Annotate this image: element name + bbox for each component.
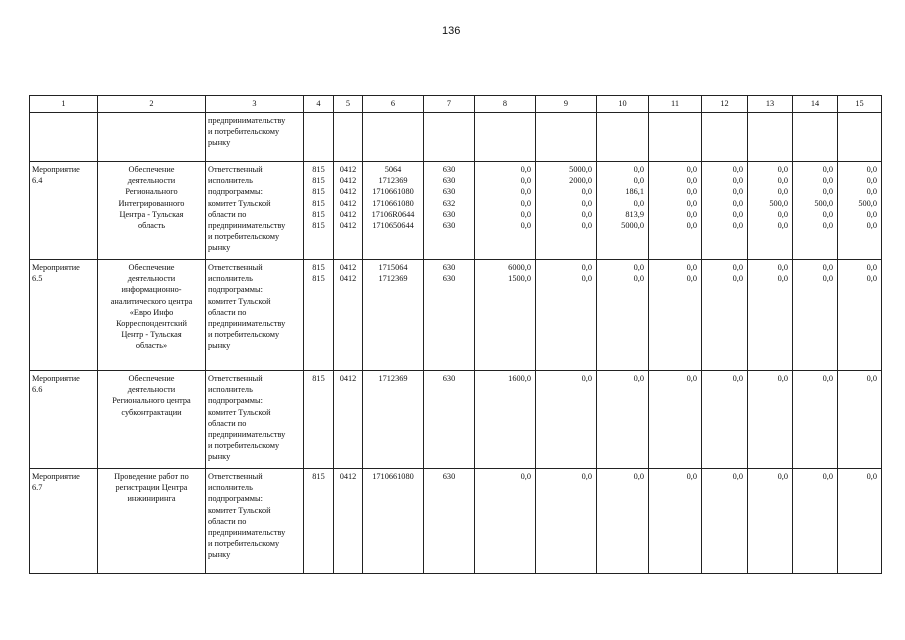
cell-line: 2000,0 — [569, 176, 592, 186]
cell-line: 0,0 — [686, 221, 697, 231]
cell-line: 0,0 — [520, 187, 531, 197]
header-cell: 9 — [536, 96, 597, 113]
header-cell: 7 — [424, 96, 475, 113]
cell-line: 815 — [312, 221, 325, 231]
cell-line: 815 — [312, 274, 325, 284]
header-cell: 1 — [30, 96, 98, 113]
table-cell-c12 — [702, 371, 748, 469]
header-cell: 2 — [98, 96, 206, 113]
header-cell: 6 — [363, 96, 424, 113]
table-cell-c8 — [475, 260, 536, 371]
cell-line: 1500,0 — [508, 274, 531, 284]
cell-line: Регионального — [125, 187, 178, 197]
cell-line: 1712369 — [378, 274, 408, 284]
cell-line: 6.6 — [32, 385, 43, 395]
cell-line: 0,0 — [633, 176, 644, 186]
cell-line: 0,0 — [866, 176, 877, 186]
cell-line: 815 — [312, 165, 325, 174]
cell-line: 500,0 — [858, 198, 877, 208]
cell-line: 0,0 — [520, 472, 531, 481]
cell-line: 0,0 — [822, 187, 833, 197]
table-cell-c10 — [597, 371, 649, 469]
cell-line: Корреспондентский — [116, 319, 187, 329]
cell-line: Проведение работ по — [114, 472, 189, 481]
table-cell-c2 — [98, 113, 206, 162]
table-cell-c3 — [206, 113, 304, 162]
cell-line: 815 — [312, 263, 325, 272]
table-cell-c6 — [363, 113, 424, 162]
cell-line: 0,0 — [732, 221, 743, 231]
cell-line: 0,0 — [520, 221, 531, 231]
cell-line: 0412 — [339, 274, 357, 284]
cell-line: рынку — [208, 243, 231, 253]
cell-line: 0,0 — [686, 274, 697, 284]
cell-line: субконтрактации — [121, 407, 182, 417]
cell-line: 815 — [312, 374, 325, 383]
cell-line: 0,0 — [581, 209, 592, 219]
table-cell-c15 — [838, 260, 882, 371]
cell-line: и потребительскому — [208, 127, 280, 137]
table-cell-c6 — [363, 371, 424, 469]
table-cell-c11 — [649, 260, 702, 371]
cell-line: 813,9 — [625, 209, 644, 219]
cell-line: деятельности — [127, 385, 176, 395]
cell-line: 0,0 — [633, 165, 644, 174]
table-cell-c14 — [793, 371, 838, 469]
cell-line: 17106R0644 — [371, 209, 415, 219]
header-cell: 11 — [649, 96, 702, 113]
table-cell-c13 — [748, 371, 793, 469]
cell-line: Мероприятие — [32, 472, 80, 481]
table-cell-c1 — [30, 113, 98, 162]
cell-line: исполнитель — [208, 483, 253, 493]
cell-line: 630 — [442, 176, 456, 186]
table-row — [30, 260, 882, 371]
table-cell-c15 — [838, 162, 882, 260]
cell-line: 0,0 — [866, 221, 877, 231]
cell-line: 0,0 — [822, 263, 833, 272]
cell-line: подпрограммы: — [208, 285, 263, 295]
cell-line: 6.4 — [32, 176, 43, 186]
table-cell-c15 — [838, 469, 882, 574]
table-cell-c1 — [30, 371, 98, 469]
table-cell-c13 — [748, 260, 793, 371]
cell-line: 186,1 — [625, 187, 644, 197]
table-cell-c8 — [475, 162, 536, 260]
header-cell: 3 — [206, 96, 304, 113]
table-cell-c3 — [206, 260, 304, 371]
cell-line: Ответственный — [208, 374, 263, 383]
cell-line: 0,0 — [732, 374, 743, 383]
cell-line: 815 — [312, 472, 325, 481]
table-cell-c5 — [334, 113, 363, 162]
cell-line: 0,0 — [633, 374, 644, 383]
table-cell-c13 — [748, 162, 793, 260]
table-cell-c8 — [475, 371, 536, 469]
cell-line: 0,0 — [581, 472, 592, 481]
cell-line: комитет Тульской — [208, 505, 271, 515]
cell-line: Центр - Тульская — [121, 330, 182, 340]
table-cell-c5 — [334, 371, 363, 469]
cell-line: 1715064 — [378, 263, 408, 272]
table-cell-c5 — [334, 260, 363, 371]
table-cell-c15 — [838, 371, 882, 469]
cell-line: 0,0 — [866, 263, 877, 272]
cell-line: 1710661080 — [372, 472, 414, 481]
table-cell-c12 — [702, 162, 748, 260]
budget-table — [29, 95, 882, 574]
header-cell: 4 — [304, 96, 334, 113]
cell-line: 0,0 — [777, 221, 788, 231]
header-cell: 14 — [793, 96, 838, 113]
table-row — [30, 469, 882, 574]
cell-line: 630 — [442, 221, 456, 231]
cell-line: подпрограммы: — [208, 396, 263, 406]
cell-line: 500,0 — [814, 198, 833, 208]
cell-line: 5064 — [384, 165, 402, 174]
cell-line: и потребительскому — [208, 441, 280, 451]
table-cell-c1 — [30, 260, 98, 371]
cell-line: 630 — [442, 187, 456, 197]
cell-line: Ответственный — [208, 263, 263, 272]
table-cell-c7 — [424, 260, 475, 371]
cell-line: 0,0 — [822, 374, 833, 383]
cell-line: 1710661080 — [372, 198, 414, 208]
header-cell: 10 — [597, 96, 649, 113]
cell-line: 0412 — [339, 176, 357, 186]
cell-line: комитет Тульской — [208, 296, 271, 306]
cell-line: 0,0 — [520, 209, 531, 219]
table-cell-c14 — [793, 113, 838, 162]
cell-line: 0,0 — [777, 263, 788, 272]
cell-line: Центра - Тульская — [119, 209, 184, 219]
cell-line: предпринимательству — [208, 430, 286, 440]
cell-line: 0,0 — [686, 198, 697, 208]
table-cell-c9 — [536, 113, 597, 162]
cell-line: 6.5 — [32, 274, 43, 284]
cell-line: 0,0 — [732, 263, 743, 272]
cell-line: предпринимательству — [208, 221, 286, 231]
table-cell-c8 — [475, 113, 536, 162]
cell-line: 5000,0 — [569, 165, 592, 174]
header-row — [30, 96, 882, 113]
table-cell-c4 — [304, 469, 334, 574]
cell-line: подпрограммы: — [208, 187, 263, 197]
table-cell-c8 — [475, 469, 536, 574]
cell-line: 0,0 — [732, 198, 743, 208]
cell-line: 0412 — [339, 374, 357, 383]
cell-line: предпринимательству — [208, 116, 286, 125]
cell-line: Мероприятие — [32, 165, 80, 174]
cell-line: и потребительскому — [208, 330, 280, 340]
cell-line: область — [137, 221, 166, 231]
cell-line: Ответственный — [208, 472, 263, 481]
cell-line: 1712369 — [378, 176, 408, 186]
table-row — [30, 371, 882, 469]
table-cell-c7 — [424, 371, 475, 469]
cell-line: 630 — [442, 472, 456, 481]
table-cell-c7 — [424, 162, 475, 260]
cell-line: 815 — [312, 198, 325, 208]
table-cell-c1 — [30, 162, 98, 260]
table-cell-c14 — [793, 469, 838, 574]
table-cell-c6 — [363, 469, 424, 574]
cell-line: 6000,0 — [508, 263, 531, 272]
table-cell-c15 — [838, 113, 882, 162]
cell-line: информационно- — [121, 285, 182, 295]
cell-line: 0,0 — [732, 187, 743, 197]
table-cell-c2 — [98, 260, 206, 371]
cell-line: 1600,0 — [508, 374, 531, 383]
cell-line: «Евро Инфо — [129, 307, 174, 317]
table-cell-c13 — [748, 113, 793, 162]
table-cell-c9 — [536, 371, 597, 469]
table-row — [30, 162, 882, 260]
cell-line: рынку — [208, 452, 231, 462]
cell-line: рынку — [208, 341, 231, 351]
cell-line: 630 — [442, 263, 456, 272]
cell-line: Регионального центра — [112, 396, 191, 406]
cell-line: Обеспечение — [128, 263, 175, 272]
table-cell-c1 — [30, 469, 98, 574]
cell-line: 5000,0 — [621, 221, 644, 231]
table-cell-c11 — [649, 469, 702, 574]
table-cell-c7 — [424, 113, 475, 162]
cell-line: 0,0 — [732, 274, 743, 284]
header-cell: 8 — [475, 96, 536, 113]
cell-line: 0,0 — [686, 176, 697, 186]
cell-line: подпрограммы: — [208, 494, 263, 504]
cell-line: 0,0 — [520, 198, 531, 208]
cell-line: регистрации Центра — [115, 483, 188, 493]
cell-line: 0,0 — [866, 374, 877, 383]
cell-line: 0,0 — [866, 187, 877, 197]
cell-line: 6.7 — [32, 483, 43, 493]
table-cell-c3 — [206, 371, 304, 469]
cell-line: 0,0 — [777, 209, 788, 219]
cell-line: 0,0 — [777, 176, 788, 186]
cell-line: 630 — [442, 274, 456, 284]
cell-line: 0,0 — [581, 221, 592, 231]
cell-line: 0,0 — [822, 209, 833, 219]
cell-line: 1712369 — [378, 374, 408, 383]
cell-line: 0412 — [339, 187, 357, 197]
cell-line: рынку — [208, 550, 231, 560]
cell-line: инжиниринга — [127, 494, 176, 504]
cell-line: 0,0 — [686, 209, 697, 219]
cell-line: исполнитель — [208, 274, 253, 284]
cell-line: предпринимательству — [208, 528, 286, 538]
cell-line: комитет Тульской — [208, 407, 271, 417]
cell-line: Мероприятие — [32, 374, 80, 383]
cell-line: аналитического центра — [110, 296, 193, 306]
table-cell-c4 — [304, 113, 334, 162]
table-cell-c11 — [649, 371, 702, 469]
cell-line: Обеспечение — [128, 165, 175, 174]
table-cell-c9 — [536, 469, 597, 574]
table-cell-c11 — [649, 113, 702, 162]
cell-line: 0,0 — [633, 263, 644, 272]
cell-line: 0,0 — [822, 274, 833, 284]
table-cell-c2 — [98, 469, 206, 574]
cell-line: 0,0 — [520, 165, 531, 174]
table-cell-c13 — [748, 469, 793, 574]
cell-line: исполнитель — [208, 176, 253, 186]
cell-line: 0,0 — [581, 198, 592, 208]
cell-line: 0412 — [339, 209, 357, 219]
cell-line: комитет Тульской — [208, 198, 271, 208]
table-cell-c10 — [597, 113, 649, 162]
cell-line: 0,0 — [822, 165, 833, 174]
cell-line: 632 — [442, 198, 456, 208]
cell-line: рынку — [208, 138, 231, 148]
cell-line: 0,0 — [866, 209, 877, 219]
cell-line: Обеспечение — [128, 374, 175, 383]
cell-line: 0,0 — [732, 209, 743, 219]
cell-line: 0,0 — [686, 187, 697, 197]
table-cell-c5 — [334, 469, 363, 574]
table-cell-c10 — [597, 260, 649, 371]
cell-line: и потребительскому — [208, 232, 280, 242]
table-cell-c14 — [793, 260, 838, 371]
cell-line: 0,0 — [581, 263, 592, 272]
cell-line: 0,0 — [633, 274, 644, 284]
table-cell-c3 — [206, 469, 304, 574]
cell-line: 0,0 — [633, 198, 644, 208]
table-cell-c10 — [597, 162, 649, 260]
cell-line: 0,0 — [686, 263, 697, 272]
cell-line: 1710650644 — [372, 221, 414, 231]
cell-line: 0,0 — [686, 374, 697, 383]
cell-line: 1710661080 — [372, 187, 414, 197]
cell-line: 0,0 — [866, 165, 877, 174]
cell-line: исполнитель — [208, 385, 253, 395]
cell-line: 0412 — [339, 472, 357, 481]
cell-line: 0,0 — [866, 274, 877, 284]
cell-line: Интегрированного — [118, 198, 185, 208]
cell-line: 500,0 — [769, 198, 788, 208]
table-cell-c5 — [334, 162, 363, 260]
table-cell-c10 — [597, 469, 649, 574]
cell-line: 0,0 — [581, 374, 592, 383]
cell-line: Ответственный — [208, 165, 263, 174]
cell-line: области по — [208, 307, 247, 317]
cell-line: 0412 — [339, 198, 357, 208]
table-cell-c2 — [98, 371, 206, 469]
cell-line: 0,0 — [822, 176, 833, 186]
cell-line: 0,0 — [581, 274, 592, 284]
cell-line: 0,0 — [866, 472, 877, 481]
cell-line: 0,0 — [732, 165, 743, 174]
table-row — [30, 113, 882, 162]
cell-line: деятельности — [127, 274, 176, 284]
table-cell-c9 — [536, 260, 597, 371]
cell-line: 0,0 — [822, 472, 833, 481]
cell-line: 0412 — [339, 165, 357, 174]
table-cell-c12 — [702, 113, 748, 162]
table-cell-c2 — [98, 162, 206, 260]
cell-line: 815 — [312, 176, 325, 186]
table-cell-c6 — [363, 162, 424, 260]
header-cell: 12 — [702, 96, 748, 113]
cell-line: 0412 — [339, 221, 357, 231]
cell-line: 815 — [312, 209, 325, 219]
cell-line: 0,0 — [686, 165, 697, 174]
cell-line: 630 — [442, 165, 456, 174]
cell-line: предпринимательству — [208, 319, 286, 329]
cell-line: 0,0 — [520, 176, 531, 186]
cell-line: области по — [208, 516, 247, 526]
cell-line: 0,0 — [686, 472, 697, 481]
cell-line: и потребительскому — [208, 539, 280, 549]
table-cell-c11 — [649, 162, 702, 260]
cell-line: 0,0 — [633, 472, 644, 481]
table-cell-c4 — [304, 260, 334, 371]
cell-line: области по — [208, 418, 247, 428]
header-cell: 13 — [748, 96, 793, 113]
cell-line: 815 — [312, 187, 325, 197]
table-cell-c12 — [702, 260, 748, 371]
cell-line: 0,0 — [777, 374, 788, 383]
cell-line: 0412 — [339, 263, 357, 272]
cell-line: 0,0 — [732, 176, 743, 186]
cell-line: 0,0 — [732, 472, 743, 481]
cell-line: 0,0 — [777, 165, 788, 174]
cell-line: области по — [208, 209, 247, 219]
cell-line: деятельности — [127, 176, 176, 186]
cell-line: Мероприятие — [32, 263, 80, 272]
cell-line: 0,0 — [822, 221, 833, 231]
header-cell: 5 — [334, 96, 363, 113]
table-cell-c3 — [206, 162, 304, 260]
cell-line: 0,0 — [777, 187, 788, 197]
table-cell-c4 — [304, 371, 334, 469]
cell-line: 0,0 — [777, 274, 788, 284]
cell-line: 0,0 — [777, 472, 788, 481]
page-number: 136 — [442, 25, 461, 37]
cell-line: 0,0 — [581, 187, 592, 197]
header-cell: 15 — [838, 96, 882, 113]
table-cell-c6 — [363, 260, 424, 371]
cell-line: 630 — [442, 374, 456, 383]
table-cell-c14 — [793, 162, 838, 260]
table-cell-c9 — [536, 162, 597, 260]
cell-line: 630 — [442, 209, 456, 219]
table-cell-c7 — [424, 469, 475, 574]
table-cell-c4 — [304, 162, 334, 260]
table-cell-c12 — [702, 469, 748, 574]
cell-line: область» — [135, 341, 168, 351]
